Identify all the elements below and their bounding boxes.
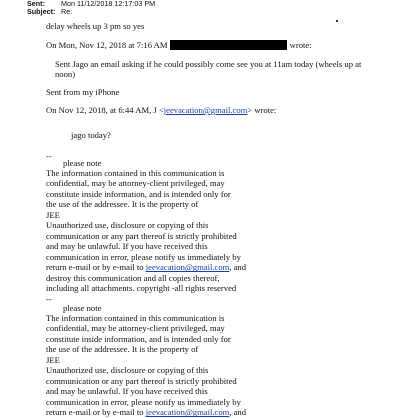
disclaimer1-line: confidential, may be attorney-client privileged, may (46, 178, 225, 189)
disclaimer2-note: please note (63, 303, 102, 313)
disclaimer1-email-prefix: return e-mail or by e-mail to (46, 262, 146, 273)
disclaimer2-line: Unauthorized use, disclosure or copying of this (46, 365, 209, 376)
disclaimer1-note: please note (63, 158, 102, 168)
disclaimer2-line: communication or any part thereof is strictly prohibited (46, 375, 237, 386)
quote1-attribution-suffix: wrote: (289, 40, 312, 50)
disclaimer1-line: constitute inside information, and is intended only for (46, 188, 231, 199)
disclaimer1-separator: -- (46, 151, 52, 161)
sent-value: Mon 11/12/2018 12:17:03 PM (61, 0, 156, 8)
disclaimer2-body (46, 313, 246, 418)
disclaimer1-line: destroy this communication and all copies thereof, (46, 272, 220, 283)
disclaimer2-separator: -- (46, 294, 52, 304)
disclaimer1-line: the use of the addressee. It is the property of (46, 199, 199, 210)
disclaimer2-line: constitute inside information, and is intended only for (46, 333, 231, 344)
disclaimer1-email-link[interactable]: jeevacation@gmail.com (145, 262, 230, 273)
quote1-body-line1: Sent Jago an email asking if he could possibly come see you at 11am today (wheels up at (55, 59, 362, 69)
disclaimer1-body (46, 168, 246, 294)
disclaimer2-email-prefix: return e-mail or by e-mail to (46, 407, 146, 418)
disclaimer1-line: and may be unlawful. If you have received this (46, 241, 208, 252)
disclaimer2-email-suffix: , and (229, 407, 247, 418)
redaction-bar (170, 40, 287, 50)
disclaimer2-line-email (46, 407, 246, 417)
quote1-attribution-prefix: On Mon, Nov 12, 2018 at 7:16 AM (46, 40, 168, 50)
sent-label: Sent: (27, 0, 45, 8)
signature: Sent from my iPhone (46, 87, 120, 97)
disclaimer1-line: communication in error, please notify us immediately by (46, 251, 241, 262)
reply-text: delay wheels up 3 pm so yes (46, 21, 145, 31)
disclaimer2-line: JEE (46, 354, 60, 365)
disclaimer1-line: JEE (46, 209, 60, 220)
disclaimer1-line-email (46, 262, 246, 272)
quote1-body-line2: noon) (55, 69, 76, 79)
subject-label: Subject: (27, 7, 56, 16)
disclaimer1-line: Unauthorized use, disclosure or copying of this (46, 220, 209, 231)
disclaimer1-email-suffix: , and (229, 262, 247, 273)
scan-speck (336, 20, 338, 22)
quote2-attribution (46, 105, 276, 115)
disclaimer2-line: The information contained in this communication is (46, 313, 225, 323)
quote2-attribution-suffix: > wrote: (247, 105, 277, 115)
subject-row (27, 8, 72, 15)
quote2-body: jago today? (71, 130, 111, 140)
disclaimer2-line: the use of the addressee. It is the property of (46, 344, 199, 355)
disclaimer2-email-link[interactable]: jeevacation@gmail.com (145, 407, 230, 418)
quote1-attribution (46, 40, 312, 50)
disclaimer1-line: communication or any part thereof is strictly prohibited (46, 230, 237, 241)
quote2-email-link[interactable]: jeevacation@gmail.com (163, 105, 248, 115)
disclaimer1-line: The information contained in this communication is (46, 168, 225, 178)
disclaimer1-line: including all attachments. copyright -all rights reserved (46, 283, 237, 294)
disclaimer2-line: confidential, may be attorney-client privileged, may (46, 323, 225, 334)
subject-value: Re: (61, 7, 73, 16)
disclaimer2-line: communication in error, please notify us immediately by (46, 396, 241, 407)
disclaimer2-line: and may be unlawful. If you have received this (46, 386, 208, 397)
quote2-attribution-prefix: On Nov 12, 2018, at 6:44 AM, J < (46, 105, 164, 115)
